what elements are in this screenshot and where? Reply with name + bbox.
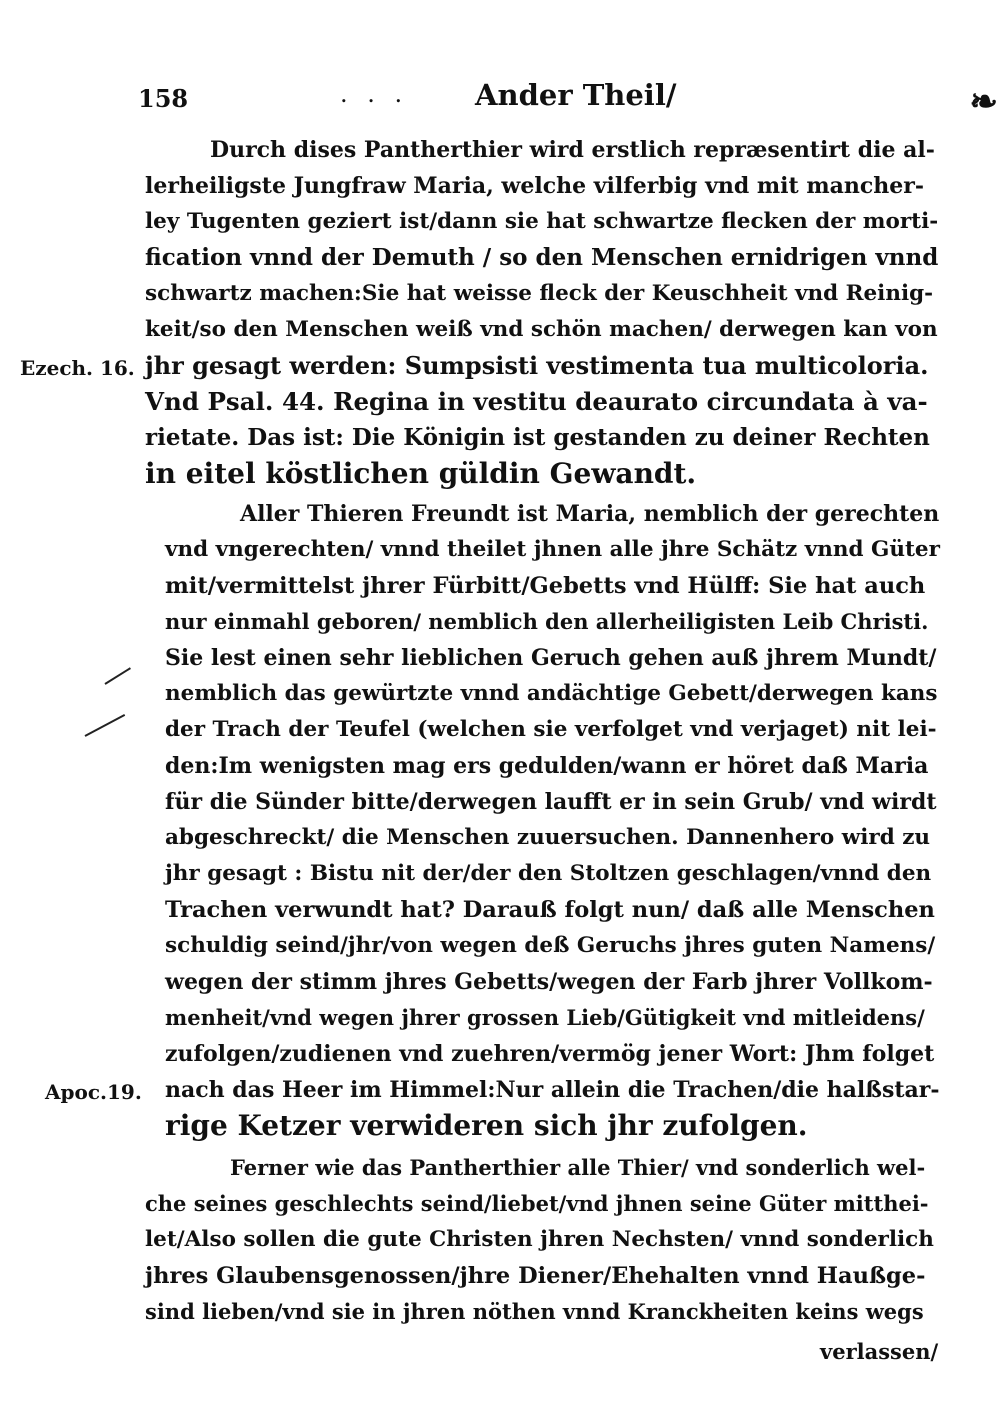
text-line: lerheiligste Jungfraw Maria, welche vilferbig vnd mit mancher- (145, 173, 925, 199)
text-line: menheit/vnd wegen jhrer grossen Lieb/Gütigkeit vnd mitleidens/ (165, 1005, 925, 1030)
text-line: Trachen verwundt hat? Darauß folgt nun/ daß alle Menschen (165, 897, 935, 923)
text-line: Durch dises Pantherthier wird erstlich repræsentirt die al- (210, 137, 935, 163)
text-line: mit/vermittelst jhrer Fürbitt/Gebetts vnd Hülff: Sie hat auch (165, 573, 926, 599)
text-line: in eitel köstlichen güldin Gewandt. (145, 457, 697, 490)
text-line: rige Ketzer verwideren sich jhr zufolgen. (165, 1109, 808, 1142)
text-line: für die Sünder bitte/derwegen laufft er in sein Grub/ vnd wirdt (165, 789, 937, 815)
text-line: wegen der stimm jhres Gebetts/wegen der Farb jhrer Vollkom- (165, 969, 933, 995)
text-line: sind lieben/vnd sie in jhren nöthen vnnd Kranckheiten keins wegs (145, 1299, 924, 1324)
text-line: che seines geschlechts seind/liebet/vnd jhnen seine Güter mitthei- (145, 1191, 929, 1216)
margin-pen-stroke (104, 667, 131, 685)
text-line: nemblich das gewürtzte vnnd andächtige Gebett/derwegen kans (165, 681, 938, 706)
page-header (130, 78, 930, 118)
text-line: Vnd Psal. 44. Regina in vestitu deaurato circundata à va- (145, 387, 928, 416)
text-line: zufolgen/zudienen vnd zuehren/vermög jener Wort: Jhm folget (165, 1041, 935, 1067)
text-line: Aller Thieren Freundt ist Maria, nemblich der gerechten (240, 501, 940, 527)
corner-ink-mark: ❧ (969, 82, 998, 122)
text-line: jhr gesagt werden: Sumpsisti vestimenta tua multicoloria. (145, 351, 929, 380)
margin-pen-stroke (85, 714, 126, 737)
header-dots: . . . (340, 80, 409, 108)
margin-note-ezech: Ezech. 16. (20, 356, 135, 380)
text-line: jhr gesagt : Bistu nit der/der den Stoltzen geschlagen/vnnd den (165, 861, 932, 886)
text-line: Sie lest einen sehr lieblichen Geruch gehen auß jhrem Mundt/ (165, 645, 937, 671)
text-line: der Trach der Teufel (welchen sie verfolget vnd verjaget) nit lei- (165, 717, 937, 742)
text-line: ley Tugenten geziert ist/dann sie hat schwartze flecken der morti- (145, 209, 939, 234)
text-line: schuldig seind/jhr/von wegen deß Geruchs jhres guten Namens/ (165, 933, 936, 958)
margin-note-apoc: Apoc.19. (45, 1080, 142, 1104)
text-line: den:Im wenigsten mag ers gedulden/wann er höret daß Maria (165, 753, 929, 779)
running-head: Ander Theil/ (475, 78, 677, 112)
text-line: nach das Heer im Himmel:Nur allein die Trachen/die halßstar- (165, 1077, 940, 1103)
text-line: let/Also sollen die gute Christen jhren Nechsten/ vnnd sonderlich (145, 1227, 934, 1252)
page-number: 158 (138, 84, 189, 113)
text-line: keit/so den Menschen weiß vnd schön machen/ derwegen kan von (145, 317, 938, 342)
text-line: nur einmahl geboren/ nemblich den allerheiligisten Leib Christi. (165, 609, 929, 634)
text-line: vnd vngerechten/ vnnd theilet jhnen alle jhre Schätz vnnd Güter (165, 537, 940, 562)
text-line: jhres Glaubensgenossen/jhre Diener/Ehehalten vnnd Haußge- (145, 1263, 926, 1289)
text-line: rietate. Das ist: Die Königin ist gestanden zu deiner Rechten (145, 424, 930, 451)
text-line: schwartz machen:Sie hat weisse fleck der Keuschheit vnd Reinig- (145, 281, 934, 306)
text-line: fication vnnd der Demuth / so den Menschen ernidrigen vnnd (145, 244, 939, 271)
text-line: abgeschreckt/ die Menschen zuuersuchen. Dannenhero wird zu (165, 825, 931, 850)
text-line: Ferner wie das Pantherthier alle Thier/ vnd sonderlich wel- (230, 1155, 926, 1180)
catchword: verlassen/ (820, 1339, 939, 1364)
